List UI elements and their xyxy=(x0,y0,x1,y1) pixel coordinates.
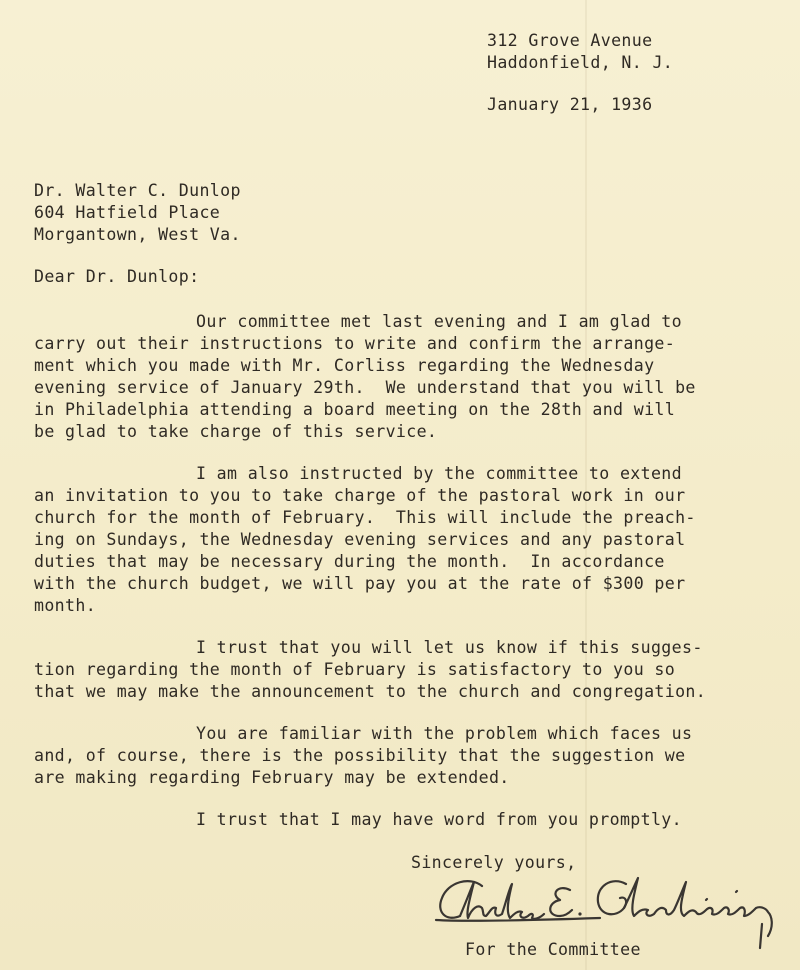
recipient-street: 604 Hatfield Place xyxy=(34,203,221,222)
body-line: be glad to take charge of this service. xyxy=(34,422,438,441)
body-line: with the church budget, we will pay you at the rate of $300 per xyxy=(34,574,686,593)
body-line: ment which you made with Mr. Corliss regarding the Wednesday xyxy=(34,356,655,375)
body-line: evening service of January 29th. We understand that you will be xyxy=(34,378,696,397)
body-line: are making regarding February may be extended. xyxy=(34,768,510,787)
body-line: You are familiar with the problem which faces us xyxy=(196,724,693,743)
sender-city: Haddonfield, N. J. xyxy=(487,53,674,72)
salutation: Dear Dr. Dunlop: xyxy=(34,267,200,286)
body-line: in Philadelphia attending a board meeting on the 28th and will xyxy=(34,400,676,419)
body-line: tion regarding the month of February is satisfactory to you so xyxy=(34,660,676,679)
sender-street: 312 Grove Avenue xyxy=(487,31,653,50)
body-line: I trust that I may have word from you promptly. xyxy=(196,810,682,829)
closing: Sincerely yours, xyxy=(411,853,577,872)
body-line: ing on Sundays, the Wednesday evening services and any pastoral xyxy=(34,530,686,549)
body-line: and, of course, there is the possibility that the suggestion we xyxy=(34,746,686,765)
body-line: church for the month of February. This will include the preach- xyxy=(34,508,696,527)
body-line: month. xyxy=(34,596,97,615)
body-line: Our committee met last evening and I am glad to xyxy=(196,312,682,331)
signature-title: For the Committee xyxy=(465,940,641,959)
body-line: duties that may be necessary during the month. In accordance xyxy=(34,552,665,571)
body-line: that we may make the announcement to the church and congregation. xyxy=(34,682,707,701)
letter-date: January 21, 1936 xyxy=(487,95,653,114)
body-line: I trust that you will let us know if this sugges- xyxy=(196,638,703,657)
body-line: an invitation to you to take charge of the pastoral work in our xyxy=(34,486,686,505)
body-line: I am also instructed by the committee to extend xyxy=(196,464,682,483)
recipient-name: Dr. Walter C. Dunlop xyxy=(34,181,241,200)
body-line: carry out their instructions to write and confirm the arrange- xyxy=(34,334,676,353)
recipient-city: Morgantown, West Va. xyxy=(34,225,241,244)
